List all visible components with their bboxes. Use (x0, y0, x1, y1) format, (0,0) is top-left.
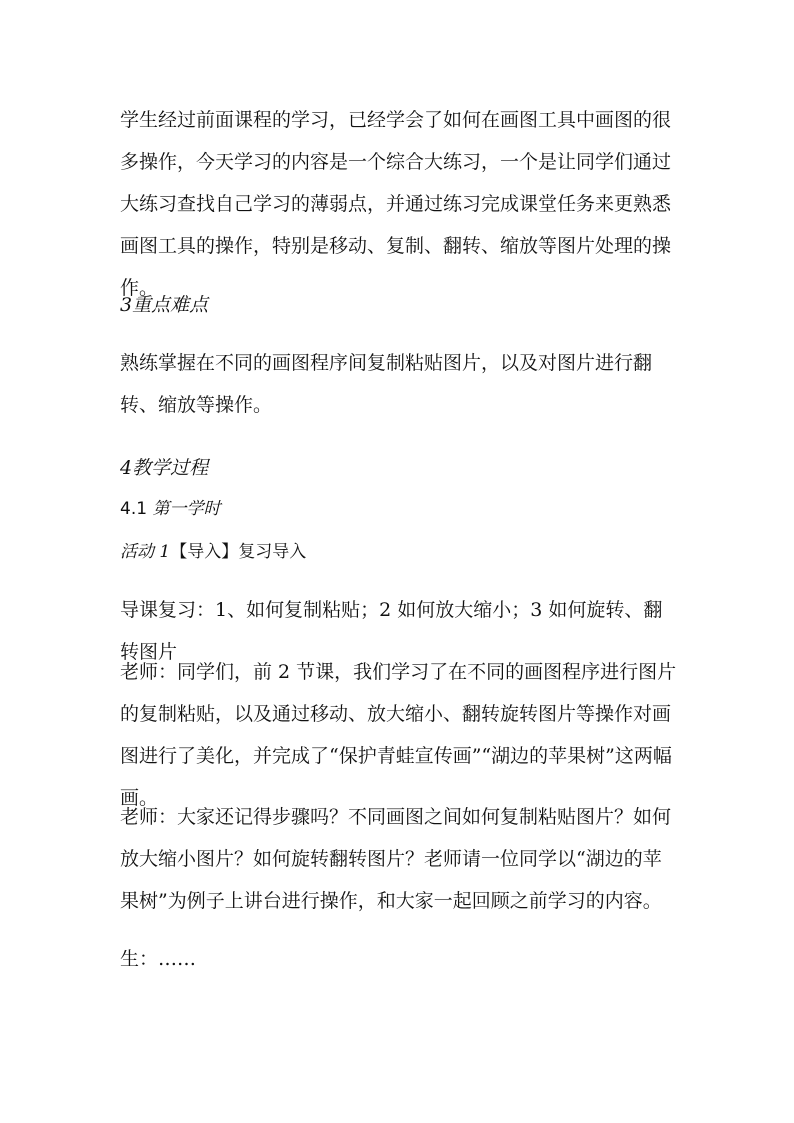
activity-title: 【导入】复习导入 (170, 542, 307, 562)
section-4 (120, 453, 680, 480)
activity-1 (120, 537, 680, 562)
teacher-block-1 (120, 651, 680, 819)
subsection-4-1 (120, 494, 680, 519)
section-3 (120, 290, 680, 317)
intro-paragraph: 学生经过前面课程的学习，已经学会了如何在画图工具中画图的很多操作，今天学习的内容是一个综合大练习，一个是让同学们通过大练习查找自己学习的薄弱点，并通过练习完成课堂任务来更熟悉画图工具的操作，特别是移动、复制、翻转、缩放等图片处理的操作。 (120, 109, 672, 299)
section-3-paragraph: 熟练掌握在不同的画图程序间复制粘贴图片，以及对图片进行翻转、缩放等操作。 (120, 352, 653, 416)
activity-prefix: 活动 1 (120, 542, 171, 562)
teacher-paragraph-1: 老师：同学们，前 2 节课，我们学习了在不同的画图程序进行图片的复制粘贴，以及通过移动、放大缩小、翻转旋转图片等操作对画图进行了美化，并完成了“保护青蛙宣传画”“湖边的苹果树”这两幅画。 (120, 661, 677, 809)
student-block (120, 938, 680, 980)
section-4-heading: 4教学过程 (120, 457, 209, 479)
teacher-block-2 (120, 796, 680, 922)
teacher-paragraph-2: 老师：大家还记得步骤吗？不同画图之间如何复制粘贴图片？如何放大缩小图片？如何旋转翻转图片？老师请一位同学以“湖边的苹果树”为例子上讲台进行操作，和大家一起回顾之前学习的内容。 (120, 806, 672, 912)
intro-section (120, 99, 680, 309)
subsection-title: 第一学时 (152, 499, 221, 519)
section-3-heading: 3重点难点 (120, 294, 209, 316)
review-paragraph: 导课复习：1、如何复制粘贴；2 如何放大缩小；3 如何旋转、翻转图片 (120, 599, 663, 663)
student-paragraph: 生：…… (120, 948, 197, 970)
activity-heading (120, 537, 680, 562)
subsection-heading (120, 494, 680, 519)
subsection-number: 4.1 (120, 499, 148, 519)
section-3-body (120, 342, 680, 426)
